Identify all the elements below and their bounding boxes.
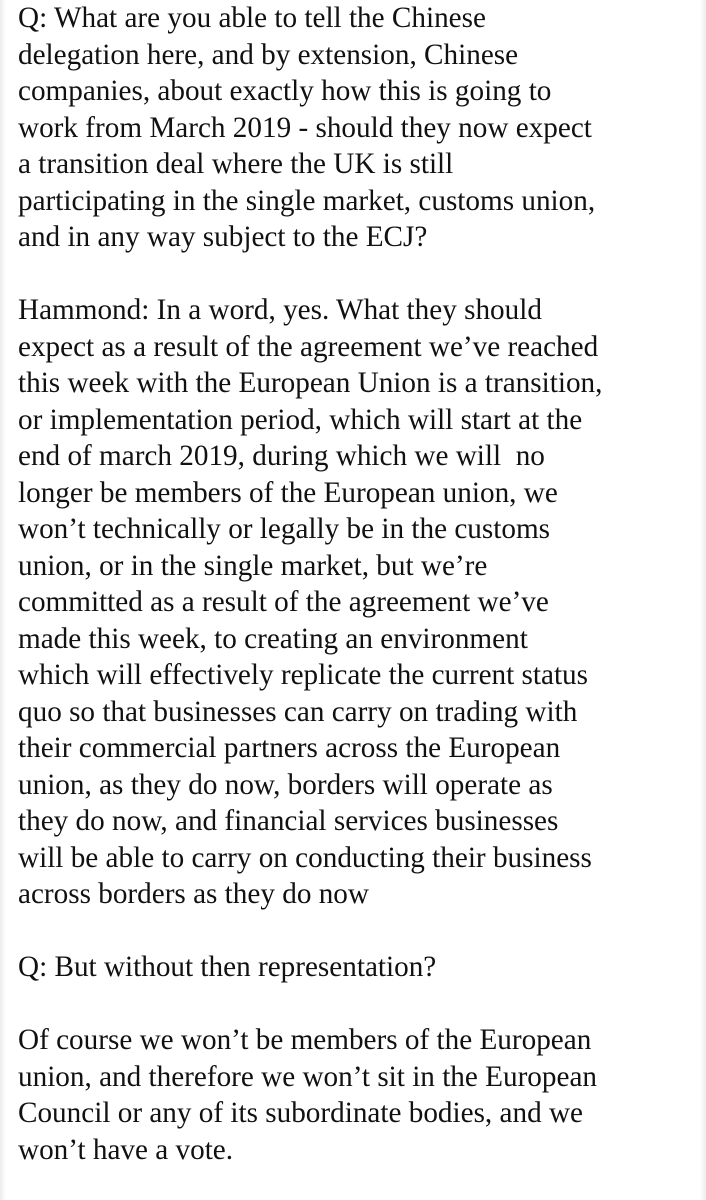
right-edge-shadow <box>700 0 706 1200</box>
text-line: won’t technically or legally be in the customs <box>18 513 551 545</box>
answer-paragraph <box>18 292 698 913</box>
text-line: Hammond: In a word, yes. What they should <box>18 294 542 326</box>
text-line: end of march 2019, during which we will no <box>18 440 545 472</box>
text-line: delegation here, and by extension, Chinese <box>18 38 519 71</box>
text-line: Of course we won’t be members of the European <box>18 1024 592 1056</box>
text-line: work from March 2019 - should they now expect <box>18 111 592 144</box>
text-line: made this week, to creating an environment <box>18 622 528 655</box>
text-line: participating in the single market, customs union, <box>18 184 596 217</box>
paragraph-gap <box>18 913 698 950</box>
text-line: across borders as they do now <box>18 878 369 910</box>
question-paragraph <box>18 0 698 256</box>
text-line: won’t have a vote. <box>18 1133 234 1166</box>
text-line: Q: But without then representation? <box>18 951 437 983</box>
paragraph-gap <box>18 986 698 1023</box>
text-line: a transition deal where the UK is still <box>18 148 454 180</box>
text-line: union, as they do now, borders will operate as <box>18 768 553 801</box>
text-line: or implementation period, which will start at the <box>18 403 583 436</box>
text-line: which will effectively replicate the current status <box>18 659 589 691</box>
text-line: their commercial partners across the European <box>18 732 561 764</box>
text-line: quo so that businesses can carry on trading with <box>18 695 578 728</box>
text-line: longer be members of the European union, we <box>18 476 558 509</box>
text-line: union, and therefore we won’t sit in the European <box>18 1060 597 1093</box>
left-edge-shadow <box>0 0 6 1200</box>
text-line: they do now, and financial services businesses <box>18 805 559 837</box>
text-line: companies, about exactly how this is going to <box>18 75 552 107</box>
text-line: Council or any of its subordinate bodies, and we <box>18 1097 583 1129</box>
text-line: Q: What are you able to tell the Chinese <box>18 2 486 34</box>
text-line: this week with the European Union is a transition, <box>18 367 603 399</box>
text-line: union, or in the single market, but we’re <box>18 549 488 582</box>
paragraph-gap <box>18 256 698 293</box>
followup-answer-paragraph <box>18 1022 698 1168</box>
text-line: will be able to carry on conducting their business <box>18 841 592 874</box>
followup-question-paragraph <box>18 949 698 986</box>
text-line: expect as a result of the agreement we’ve reached <box>18 330 599 363</box>
transcript-text <box>18 0 698 1168</box>
text-line: committed as a result of the agreement we’ve <box>18 586 549 618</box>
text-line: and in any way subject to the ECJ? <box>18 221 428 253</box>
